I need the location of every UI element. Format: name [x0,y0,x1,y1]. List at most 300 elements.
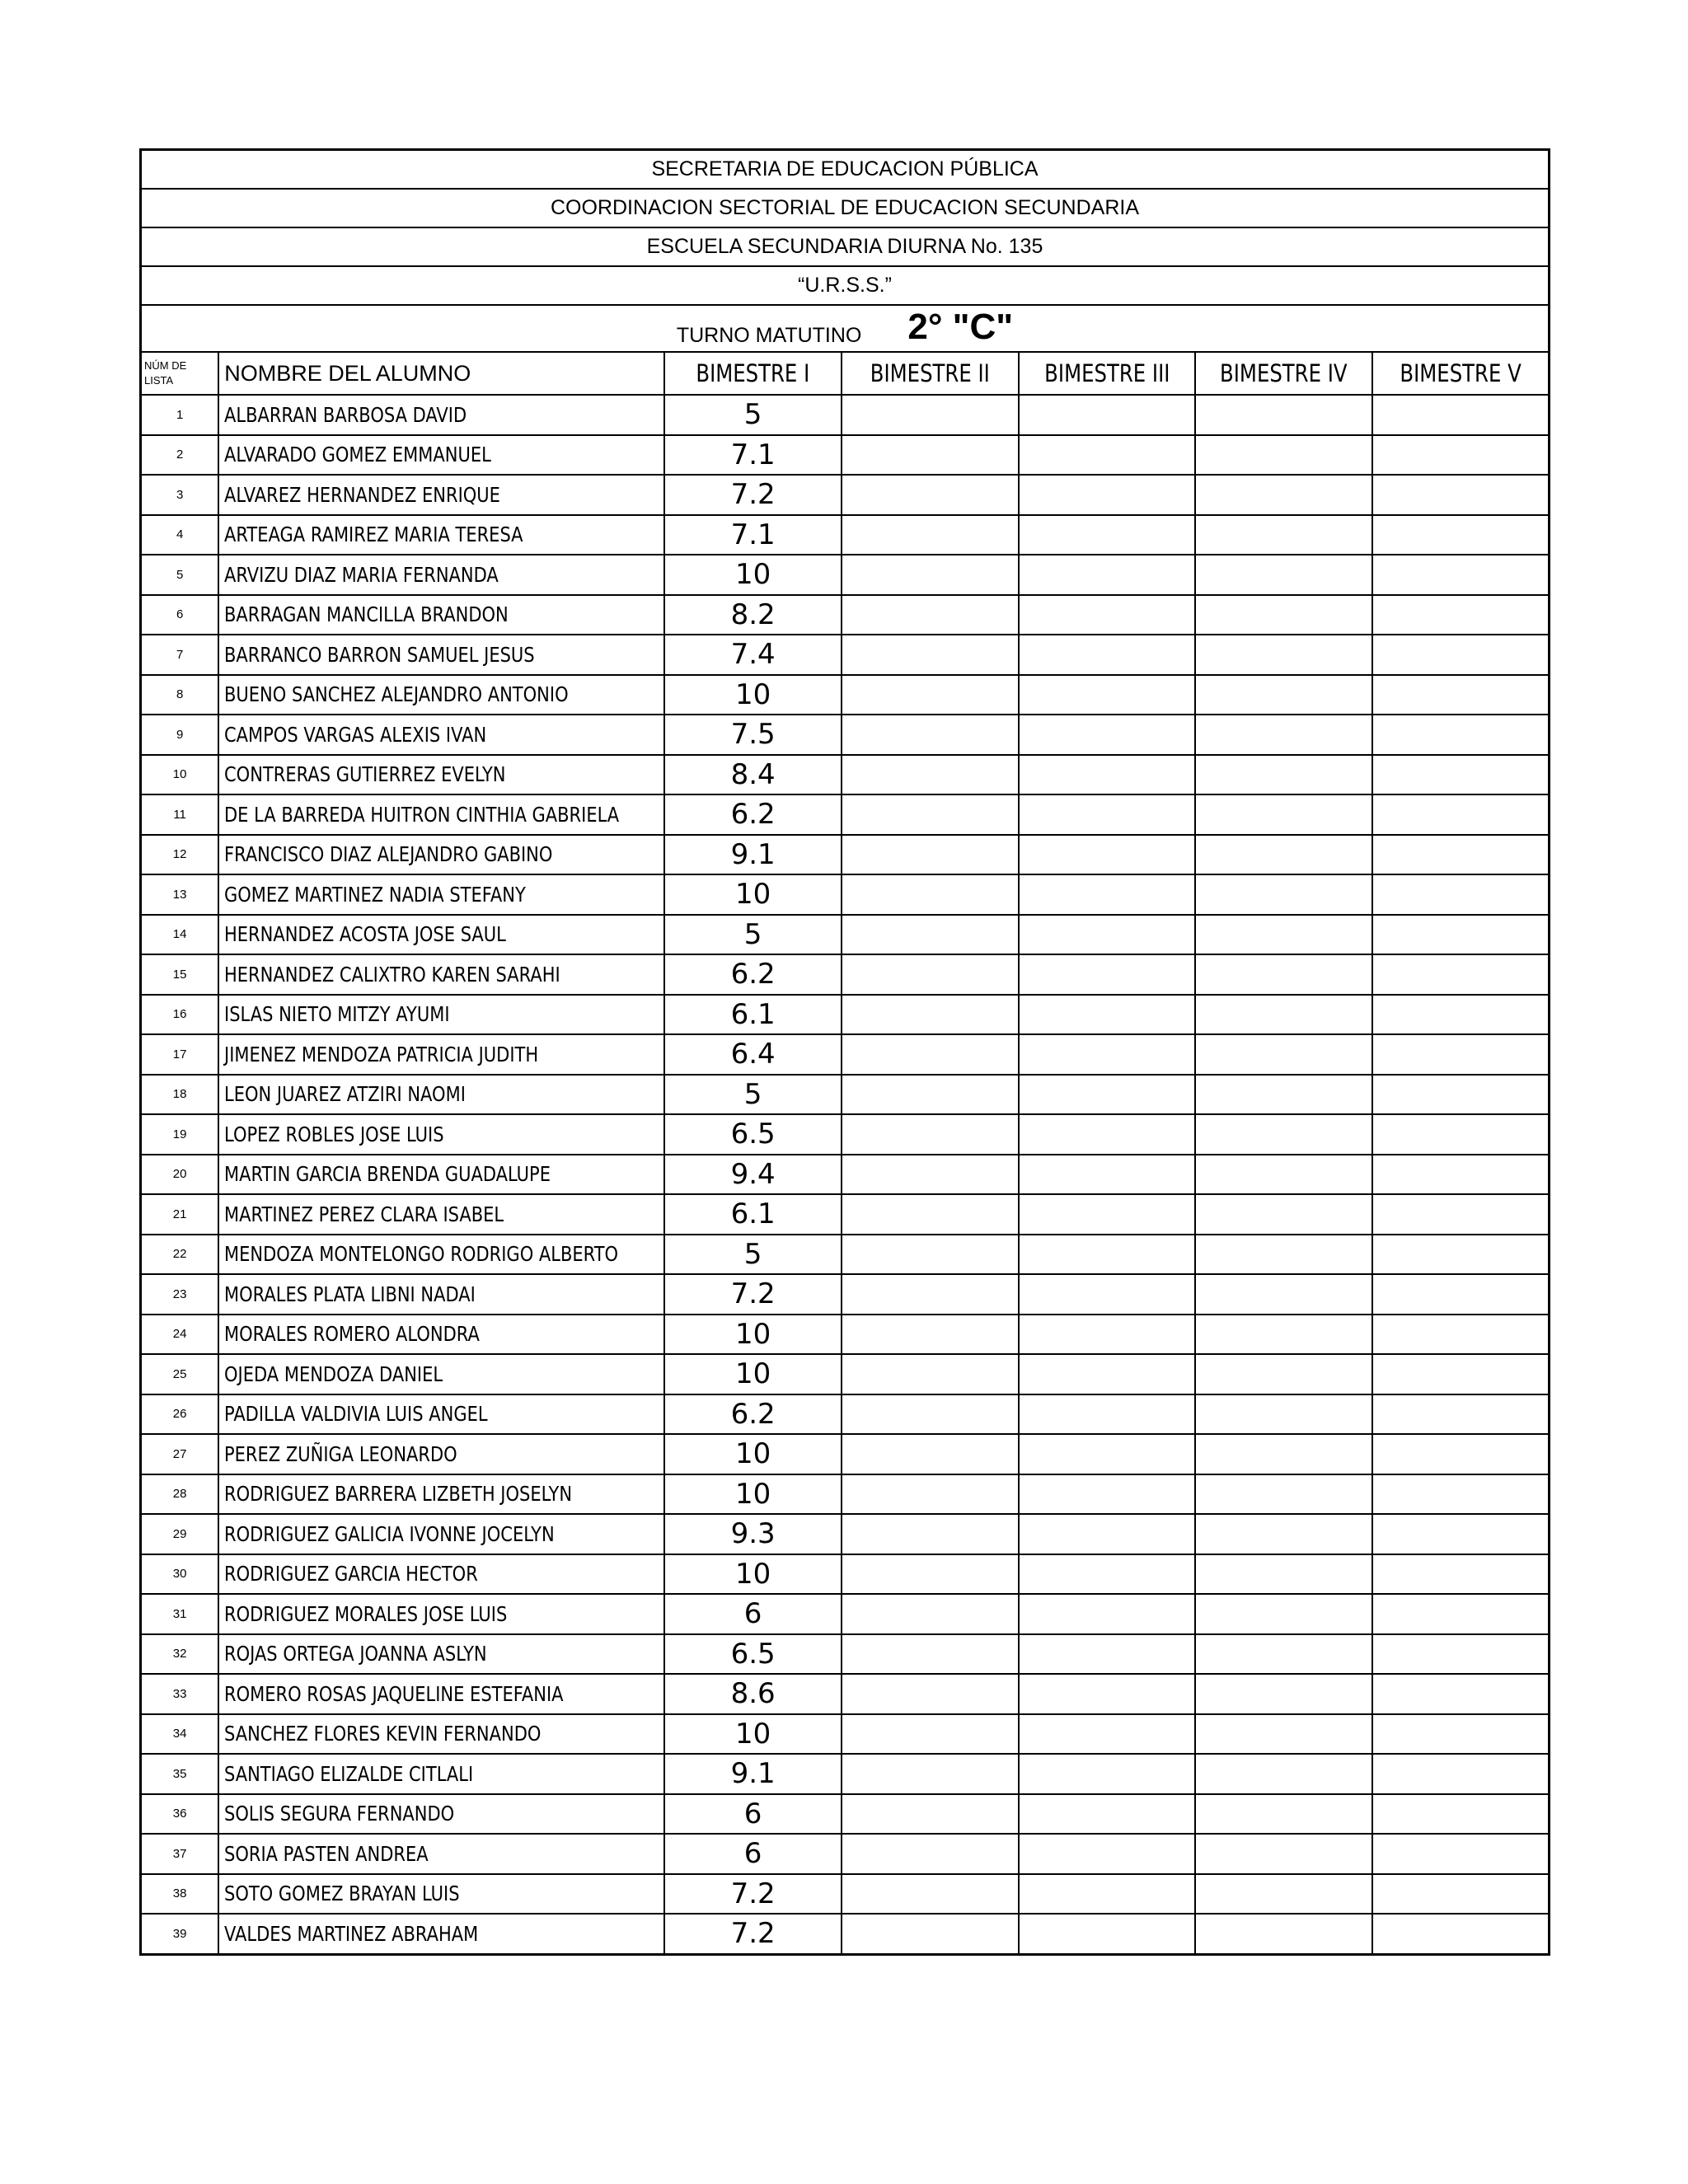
grade-bimestre-5 [1372,1034,1550,1075]
student-name: HERNANDEZ ACOSTA JOSE SAUL [224,922,507,947]
grade-bimestre-2 [842,555,1019,595]
grade-bimestre-4 [1195,1155,1372,1195]
grade-bimestre-5 [1372,595,1550,635]
grade-bimestre-4 [1195,1754,1372,1794]
grade-bimestre-2 [842,915,1019,955]
grade-bimestre-3 [1019,435,1196,476]
grade-bimestre-1: 6 [664,1834,842,1874]
student-name: SOLIS SEGURA FERNANDO [224,1802,455,1826]
grade-bimestre-2 [842,1714,1019,1755]
grade-bimestre-3 [1019,555,1196,595]
table-row [141,995,1550,1035]
student-name-cell [218,1514,664,1554]
grade-bimestre-5 [1372,1155,1550,1195]
grade-bimestre-4 [1195,1674,1372,1714]
grade-bimestre-2 [842,515,1019,555]
table-row [141,915,1550,955]
grade-bimestre-5 [1372,1874,1550,1915]
grade-bimestre-5 [1372,1434,1550,1474]
secretaria-title: SECRETARIA DE EDUCACION PÚBLICA [141,150,1550,190]
grade-bimestre-2 [842,635,1019,675]
grade-bimestre-5 [1372,1594,1550,1634]
grade-bimestre-2 [842,675,1019,715]
grade-bimestre-2 [842,954,1019,995]
student-number: 10 [141,755,219,795]
bimestre-4-header [1195,352,1372,395]
table-row [141,395,1550,435]
bimestre-5-label: BIMESTRE V [1400,359,1522,387]
grade-bimestre-4 [1195,1235,1372,1275]
student-name-cell [218,715,664,755]
grade-bimestre-3 [1019,1914,1196,1954]
table-row [141,475,1550,515]
grade-bimestre-2 [842,715,1019,755]
student-number: 7 [141,635,219,675]
student-number: 23 [141,1274,219,1315]
grade-bimestre-5 [1372,1754,1550,1794]
grade-bimestre-2 [842,475,1019,515]
grade-bimestre-5 [1372,1075,1550,1115]
grade-bimestre-2 [842,1235,1019,1275]
grade-bimestre-1: 7.2 [664,1274,842,1315]
student-number: 17 [141,1034,219,1075]
grade-bimestre-1: 10 [664,1315,842,1355]
table-row [141,1714,1550,1755]
table-row [141,835,1550,875]
grade-bimestre-2 [842,1914,1019,1954]
student-name: MORALES PLATA LIBNI NADAI [224,1282,476,1306]
student-name-cell [218,1034,664,1075]
grade-bimestre-3 [1019,395,1196,435]
grade-bimestre-5 [1372,515,1550,555]
grade-bimestre-3 [1019,1754,1196,1794]
student-name-cell [218,915,664,955]
student-number: 1 [141,395,219,435]
student-name-cell [218,515,664,555]
grade-bimestre-2 [842,1874,1019,1915]
grade-bimestre-1: 10 [664,874,842,915]
grade-bimestre-4 [1195,995,1372,1035]
grade-bimestre-4 [1195,835,1372,875]
grade-bimestre-5 [1372,715,1550,755]
grade-bimestre-5 [1372,635,1550,675]
student-number: 22 [141,1235,219,1275]
grade-bimestre-4 [1195,595,1372,635]
grade-bimestre-5 [1372,1794,1550,1835]
table-row [141,1474,1550,1515]
grade-bimestre-4 [1195,1114,1372,1155]
grade-bimestre-3 [1019,1315,1196,1355]
student-number: 26 [141,1394,219,1435]
student-name: HERNANDEZ CALIXTRO KAREN SARAHI [224,962,560,987]
student-name-cell [218,835,664,875]
student-name: BUENO SANCHEZ ALEJANDRO ANTONIO [224,682,569,707]
student-name-cell [218,1634,664,1675]
grade-bimestre-3 [1019,954,1196,995]
header-row-2 [141,189,1550,227]
grade-bimestre-5 [1372,1394,1550,1435]
header-row-3 [141,227,1550,266]
student-name-cell [218,435,664,476]
grade-bimestre-1: 6 [664,1794,842,1835]
grade-bimestre-3 [1019,635,1196,675]
grade-bimestre-4 [1195,1914,1372,1954]
grade-bimestre-3 [1019,475,1196,515]
grade-bimestre-3 [1019,1114,1196,1155]
student-name: MORALES ROMERO ALONDRA [224,1322,481,1347]
student-number: 37 [141,1834,219,1874]
grade-bimestre-3 [1019,995,1196,1035]
grade-bimestre-3 [1019,1155,1196,1195]
grade-bimestre-1: 10 [664,555,842,595]
bimestre-1-header [664,352,842,395]
table-row [141,1554,1550,1595]
grade-bimestre-4 [1195,675,1372,715]
grade-bimestre-4 [1195,1474,1372,1515]
grade-bimestre-1: 8.4 [664,755,842,795]
grade-bimestre-4 [1195,435,1372,476]
student-name-cell [218,1114,664,1155]
grade-bimestre-1: 9.4 [664,1155,842,1195]
bimestre-1-label: BIMESTRE I [696,359,810,387]
student-name: RODRIGUEZ BARRERA LIZBETH JOSELYN [224,1482,573,1507]
grade-bimestre-5 [1372,874,1550,915]
grade-bimestre-1: 10 [664,1554,842,1595]
student-number: 31 [141,1594,219,1634]
student-name: RODRIGUEZ GALICIA IVONNE JOCELYN [224,1521,555,1546]
grade-bimestre-4 [1195,1075,1372,1115]
grade-bimestre-5 [1372,1194,1550,1235]
grade-bimestre-1: 8.6 [664,1674,842,1714]
table-row [141,1754,1550,1794]
grade-bimestre-1: 9.1 [664,1754,842,1794]
student-name-cell [218,1754,664,1794]
grade-bimestre-2 [842,1155,1019,1195]
grade-bimestre-1: 5 [664,915,842,955]
grade-bimestre-4 [1195,1794,1372,1835]
student-number: 39 [141,1914,219,1954]
student-number: 14 [141,915,219,955]
grade-bimestre-1: 5 [664,1235,842,1275]
header-row-5 [141,305,1550,352]
grade-bimestre-4 [1195,874,1372,915]
table-row [141,1434,1550,1474]
student-name: CONTRERAS GUTIERREZ EVELYN [224,762,506,787]
grade-bimestre-3 [1019,1194,1196,1235]
grade-bimestre-4 [1195,1194,1372,1235]
table-row [141,1354,1550,1394]
grade-bimestre-2 [842,1315,1019,1355]
grade-bimestre-5 [1372,1354,1550,1394]
student-name: MENDOZA MONTELONGO RODRIGO ALBERTO [224,1242,619,1267]
student-name-cell [218,954,664,995]
grade-bimestre-2 [842,1754,1019,1794]
grade-bimestre-5 [1372,835,1550,875]
grade-bimestre-5 [1372,475,1550,515]
column-header-row [141,352,1550,395]
table-row [141,1674,1550,1714]
grade-bimestre-4 [1195,1634,1372,1675]
student-name: ROJAS ORTEGA JOANNA ASLYN [224,1642,487,1666]
grade-bimestre-5 [1372,1114,1550,1155]
grade-bimestre-1: 9.1 [664,835,842,875]
grade-bimestre-5 [1372,954,1550,995]
grade-bimestre-1: 10 [664,1714,842,1755]
table-row [141,435,1550,476]
grade-bimestre-5 [1372,555,1550,595]
student-number: 32 [141,1634,219,1675]
coordinacion-title: COORDINACION SECTORIAL DE EDUCACION SECUNDARIA [141,189,1550,227]
student-name-cell [218,1834,664,1874]
student-name-cell [218,1594,664,1634]
grade-bimestre-3 [1019,1235,1196,1275]
table-row [141,1914,1550,1954]
student-name-cell [218,595,664,635]
bimestre-5-header [1372,352,1550,395]
grade-bimestre-2 [842,1434,1019,1474]
student-number: 29 [141,1514,219,1554]
student-name-cell [218,1914,664,1954]
grade-bimestre-2 [842,755,1019,795]
grade-bimestre-3 [1019,1834,1196,1874]
grade-bimestre-4 [1195,794,1372,835]
grade-bimestre-1: 6.2 [664,954,842,995]
table-row [141,1594,1550,1634]
student-name: MARTINEZ PEREZ CLARA ISABEL [224,1202,504,1226]
grade-bimestre-2 [842,395,1019,435]
student-name: BARRANCO BARRON SAMUEL JESUS [224,642,535,667]
grade-bimestre-3 [1019,1354,1196,1394]
grade-bimestre-2 [842,1474,1019,1515]
grade-bimestre-3 [1019,1554,1196,1595]
grade-bimestre-1: 6.1 [664,995,842,1035]
grade-bimestre-2 [842,874,1019,915]
student-name-cell [218,395,664,435]
student-name: ROMERO ROSAS JAQUELINE ESTEFANIA [224,1681,564,1706]
student-name-cell [218,1674,664,1714]
grade-bimestre-3 [1019,1794,1196,1835]
grade-bimestre-3 [1019,835,1196,875]
grade-bimestre-3 [1019,715,1196,755]
grade-bimestre-1: 6.5 [664,1114,842,1155]
student-name-cell [218,675,664,715]
grade-bimestre-3 [1019,1514,1196,1554]
student-name: JIMENEZ MENDOZA PATRICIA JUDITH [224,1042,539,1066]
table-row [141,1834,1550,1874]
grade-bimestre-3 [1019,1714,1196,1755]
student-number: 38 [141,1874,219,1915]
table-row [141,1075,1550,1115]
grade-bimestre-2 [842,1794,1019,1835]
grade-bimestre-4 [1195,395,1372,435]
student-number: 25 [141,1354,219,1394]
student-name: MARTIN GARCIA BRENDA GUADALUPE [224,1162,551,1187]
table-row [141,555,1550,595]
grade-bimestre-4 [1195,715,1372,755]
grade-bimestre-3 [1019,515,1196,555]
bimestre-3-label: BIMESTRE III [1043,359,1170,387]
grade-bimestre-5 [1372,915,1550,955]
student-number: 11 [141,794,219,835]
grade-bimestre-1: 8.2 [664,595,842,635]
student-name-cell [218,995,664,1035]
grade-bimestre-4 [1195,515,1372,555]
grade-bimestre-2 [842,835,1019,875]
grade-bimestre-4 [1195,1554,1372,1595]
school-nickname: “U.R.S.S.” [141,266,1550,305]
grade-bimestre-3 [1019,1394,1196,1435]
student-number: 6 [141,595,219,635]
student-name-cell [218,1554,664,1595]
student-number: 4 [141,515,219,555]
grade-bimestre-4 [1195,755,1372,795]
grade-bimestre-3 [1019,1274,1196,1315]
turno-cell [141,305,1550,352]
grade-bimestre-2 [842,1514,1019,1554]
grade-bimestre-4 [1195,555,1372,595]
grupo-label: 2° "C" [907,307,1014,347]
table-row [141,1194,1550,1235]
table-row [141,1155,1550,1195]
grade-bimestre-5 [1372,675,1550,715]
grade-bimestre-3 [1019,675,1196,715]
student-number: 30 [141,1554,219,1595]
nombre-header: NOMBRE DEL ALUMNO [218,352,664,395]
student-name-cell [218,794,664,835]
grade-bimestre-2 [842,794,1019,835]
student-number: 21 [141,1194,219,1235]
student-number: 8 [141,675,219,715]
student-name-cell [218,1874,664,1915]
grade-bimestre-1: 7.2 [664,1874,842,1915]
grade-bimestre-3 [1019,755,1196,795]
student-name-cell [218,874,664,915]
grade-bimestre-2 [842,1034,1019,1075]
grade-bimestre-1: 10 [664,1434,842,1474]
table-row [141,635,1550,675]
grade-bimestre-5 [1372,1674,1550,1714]
grade-bimestre-4 [1195,635,1372,675]
student-name-cell [218,1794,664,1835]
student-name: SORIA PASTEN ANDREA [224,1841,429,1866]
num-lista-header: NÚM DE LISTA [141,352,219,395]
student-name: ARVIZU DIAZ MARIA FERNANDA [224,562,499,587]
grade-bimestre-4 [1195,1034,1372,1075]
student-number: 28 [141,1474,219,1515]
header-row-4 [141,266,1550,305]
student-name-cell [218,1194,664,1235]
grade-bimestre-4 [1195,1274,1372,1315]
table-row [141,715,1550,755]
table-row [141,1274,1550,1315]
bimestre-2-label: BIMESTRE II [870,359,990,387]
table-row [141,1034,1550,1075]
grade-bimestre-5 [1372,1474,1550,1515]
table-row [141,954,1550,995]
grade-bimestre-2 [842,1834,1019,1874]
student-name: LOPEZ ROBLES JOSE LUIS [224,1122,444,1146]
table-row [141,1874,1550,1915]
grade-bimestre-1: 10 [664,1354,842,1394]
grade-bimestre-5 [1372,395,1550,435]
grade-bimestre-3 [1019,1034,1196,1075]
student-name-cell [218,1155,664,1195]
student-name-cell [218,1714,664,1755]
grade-bimestre-2 [842,1354,1019,1394]
table-row [141,1114,1550,1155]
grade-bimestre-2 [842,1194,1019,1235]
student-name: BARRAGAN MANCILLA BRANDON [224,602,509,627]
grade-bimestre-3 [1019,1434,1196,1474]
student-number: 36 [141,1794,219,1835]
student-name: RODRIGUEZ MORALES JOSE LUIS [224,1601,508,1626]
table-row [141,1315,1550,1355]
student-number: 18 [141,1075,219,1115]
grade-bimestre-3 [1019,915,1196,955]
grade-bimestre-5 [1372,1634,1550,1675]
grade-bimestre-4 [1195,1874,1372,1915]
grade-bimestre-5 [1372,755,1550,795]
grade-bimestre-5 [1372,1235,1550,1275]
table-row [141,595,1550,635]
grade-bimestre-2 [842,1554,1019,1595]
table-row [141,1394,1550,1435]
grade-bimestre-3 [1019,874,1196,915]
student-number: 9 [141,715,219,755]
student-number: 33 [141,1674,219,1714]
student-name-cell [218,1235,664,1275]
student-number: 16 [141,995,219,1035]
student-name: ALVARADO GOMEZ EMMANUEL [224,443,492,467]
grades-table [139,148,1550,1956]
grade-bimestre-3 [1019,1674,1196,1714]
grade-bimestre-3 [1019,1874,1196,1915]
bimestre-4-label: BIMESTRE IV [1220,359,1348,387]
grade-bimestre-5 [1372,435,1550,476]
student-name-cell [218,475,664,515]
grade-bimestre-5 [1372,1514,1550,1554]
student-number: 34 [141,1714,219,1755]
grade-bimestre-5 [1372,1914,1550,1954]
student-name: RODRIGUEZ GARCIA HECTOR [224,1562,479,1586]
student-number: 27 [141,1434,219,1474]
grade-bimestre-5 [1372,1315,1550,1355]
grade-bimestre-1: 9.3 [664,1514,842,1554]
grade-bimestre-2 [842,1634,1019,1675]
table-row [141,1514,1550,1554]
bimestre-3-header [1019,352,1196,395]
grade-bimestre-4 [1195,915,1372,955]
grade-bimestre-1: 10 [664,675,842,715]
student-name: DE LA BARREDA HUITRON CINTHIA GABRIELA [224,802,620,827]
student-name: SOTO GOMEZ BRAYAN LUIS [224,1882,460,1906]
grade-bimestre-1: 6.2 [664,1394,842,1435]
grade-bimestre-1: 7.2 [664,475,842,515]
table-row [141,675,1550,715]
student-name: ISLAS NIETO MITZY AYUMI [224,1002,450,1027]
student-name-cell [218,1354,664,1394]
student-name: CAMPOS VARGAS ALEXIS IVAN [224,722,487,747]
table-row [141,1794,1550,1835]
student-name-cell [218,1394,664,1435]
student-name: PEREZ ZUÑIGA LEONARDO [224,1441,457,1466]
student-name: ALBARRAN BARBOSA DAVID [224,402,467,427]
grade-bimestre-3 [1019,1634,1196,1675]
grade-bimestre-4 [1195,1394,1372,1435]
student-name-cell [218,755,664,795]
grade-bimestre-3 [1019,595,1196,635]
grade-bimestre-2 [842,595,1019,635]
